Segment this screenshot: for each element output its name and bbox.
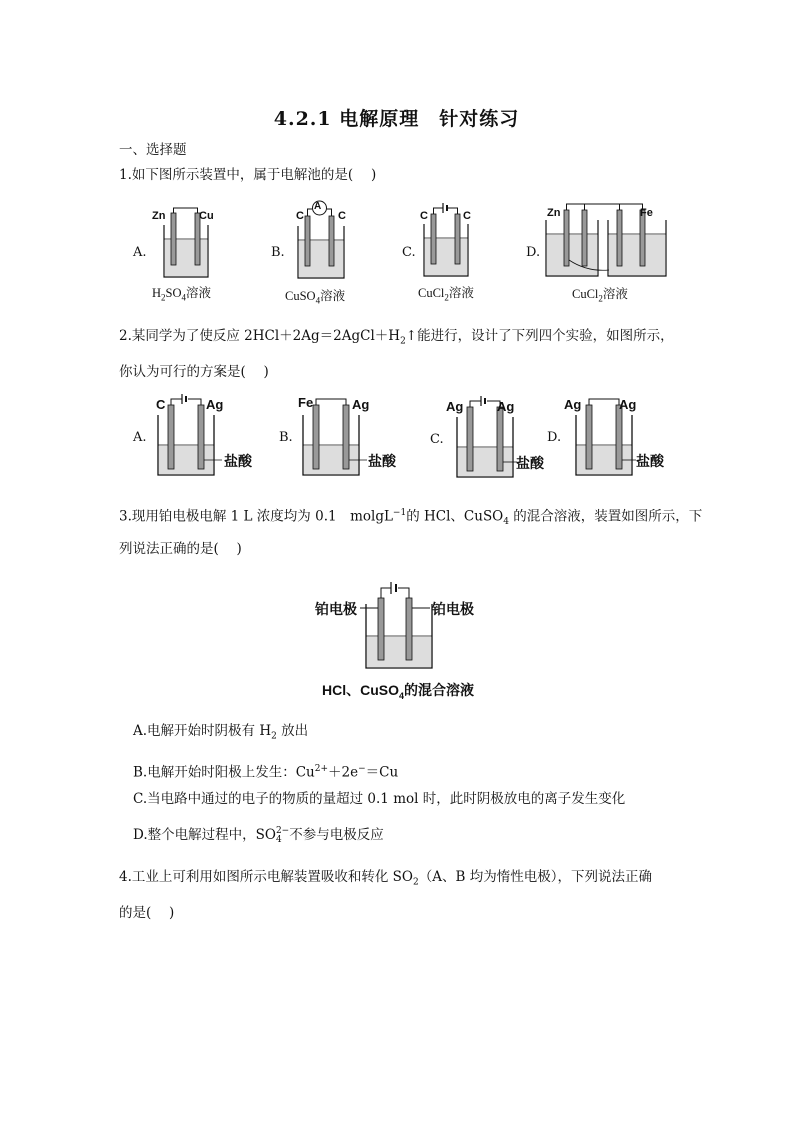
q1-option-d-letter: D. <box>526 245 541 260</box>
q1-c-solution-label: CuCl$_2$溶液 <box>418 286 474 303</box>
q3-option-d: D.整个电解过程中，SO 2− 4 不参与电极反应 <box>133 825 384 845</box>
q1-option-b-letter: B. <box>271 245 285 260</box>
q1-a-left-electrode: Zn <box>152 210 166 222</box>
q1-d-right-electrode: Fe <box>640 207 653 219</box>
q1-b-right-electrode: C <box>338 210 346 222</box>
q1-a-solution-label: $H_2SO_4$溶液 <box>152 286 212 303</box>
q2-c-left-electrode: Ag <box>446 399 464 414</box>
q3-option-c: C.当电路中通过的电子的物质的量超过 0.1 mol 时，此时阴极放电的离子发生变化 <box>133 791 626 807</box>
q2-a-solution-label: 盐酸 <box>224 453 252 469</box>
q3-diagram <box>360 578 440 678</box>
question-1-text: 1.如下图所示装置中，属于电解池的是( ) <box>119 167 377 183</box>
question-3-text: 3.现用铂电极电解 1 L 浓度均为 0.1 molgL$^{-1}$的 HCl、CuSO$_4$ 的混合溶液，装置如图所示，下 <box>119 508 703 528</box>
q2-option-d-letter: D. <box>547 430 562 445</box>
question-2-text-line2: 你认为可行的方案是( ) <box>119 364 269 380</box>
q1-option-c-diagram <box>418 198 488 288</box>
q2-option-a-letter: A. <box>133 430 147 445</box>
q3-left-electrode-label: 铂电极 <box>315 601 357 617</box>
q1-d-solution-label: CuCl$_2$溶液 <box>572 287 628 304</box>
q1-d-left-electrode: Zn <box>547 207 561 219</box>
q2-d-solution-label: 盐酸 <box>636 453 664 469</box>
page-title: 4.2.1 电解原理 针对练习 <box>273 108 520 130</box>
q1-c-left-electrode: C <box>420 210 428 222</box>
q1-b-left-electrode: C <box>296 210 304 222</box>
q2-option-b-letter: B. <box>279 430 293 445</box>
q1-b-solution-label: CuSO$_4$溶液 <box>285 289 346 306</box>
q3-option-a: A.电解开始时阴极有 $H_2$ 放出 <box>133 723 309 742</box>
question-2-text: 2.某同学为了使反应 $2HCl+2Ag=2AgCl+H_2↑$能进行，设计了下列四个实验，如图所示， <box>119 328 674 347</box>
q3-option-b: B.电解开始时阳极上发生：$Cu^{2+}+2e^-=Cu$ <box>133 764 399 781</box>
question-4-text-line2: 的是( ) <box>119 905 175 921</box>
q2-option-c-letter: C. <box>430 432 444 447</box>
q2-a-left-electrode: C <box>156 397 166 412</box>
q3-right-electrode-label: 铂电极 <box>432 601 474 617</box>
q1-a-right-electrode: Cu <box>199 210 214 222</box>
question-4-text: 4.工业上可利用如图所示电解装置吸收和转化 $SO_2(A$、B 均为惰性电极），下列说法正确 <box>119 869 652 888</box>
q2-b-right-electrode: Ag <box>352 397 370 412</box>
q2-b-solution-label: 盐酸 <box>368 453 396 469</box>
q2-b-left-electrode: Fe <box>298 395 314 410</box>
q2-c-solution-label: 盐酸 <box>516 455 544 471</box>
q1-option-a-letter: A. <box>133 245 147 260</box>
q2-c-right-electrode: Ag <box>497 399 515 414</box>
q1-c-right-electrode: C <box>463 210 471 222</box>
q2-d-left-electrode: Ag <box>564 397 582 412</box>
q2-d-right-electrode: Ag <box>619 397 637 412</box>
section-heading: 一、选择题 <box>119 142 187 158</box>
question-3-text-line2: 列说法正确的是( ) <box>119 541 242 557</box>
q1-b-ammeter-icon: A <box>314 201 322 212</box>
q3-solution-label: HCl、CuSO$_4$的混合溶液 <box>322 682 475 701</box>
q2-a-right-electrode: Ag <box>206 397 224 412</box>
q1-option-c-letter: C. <box>402 245 416 260</box>
